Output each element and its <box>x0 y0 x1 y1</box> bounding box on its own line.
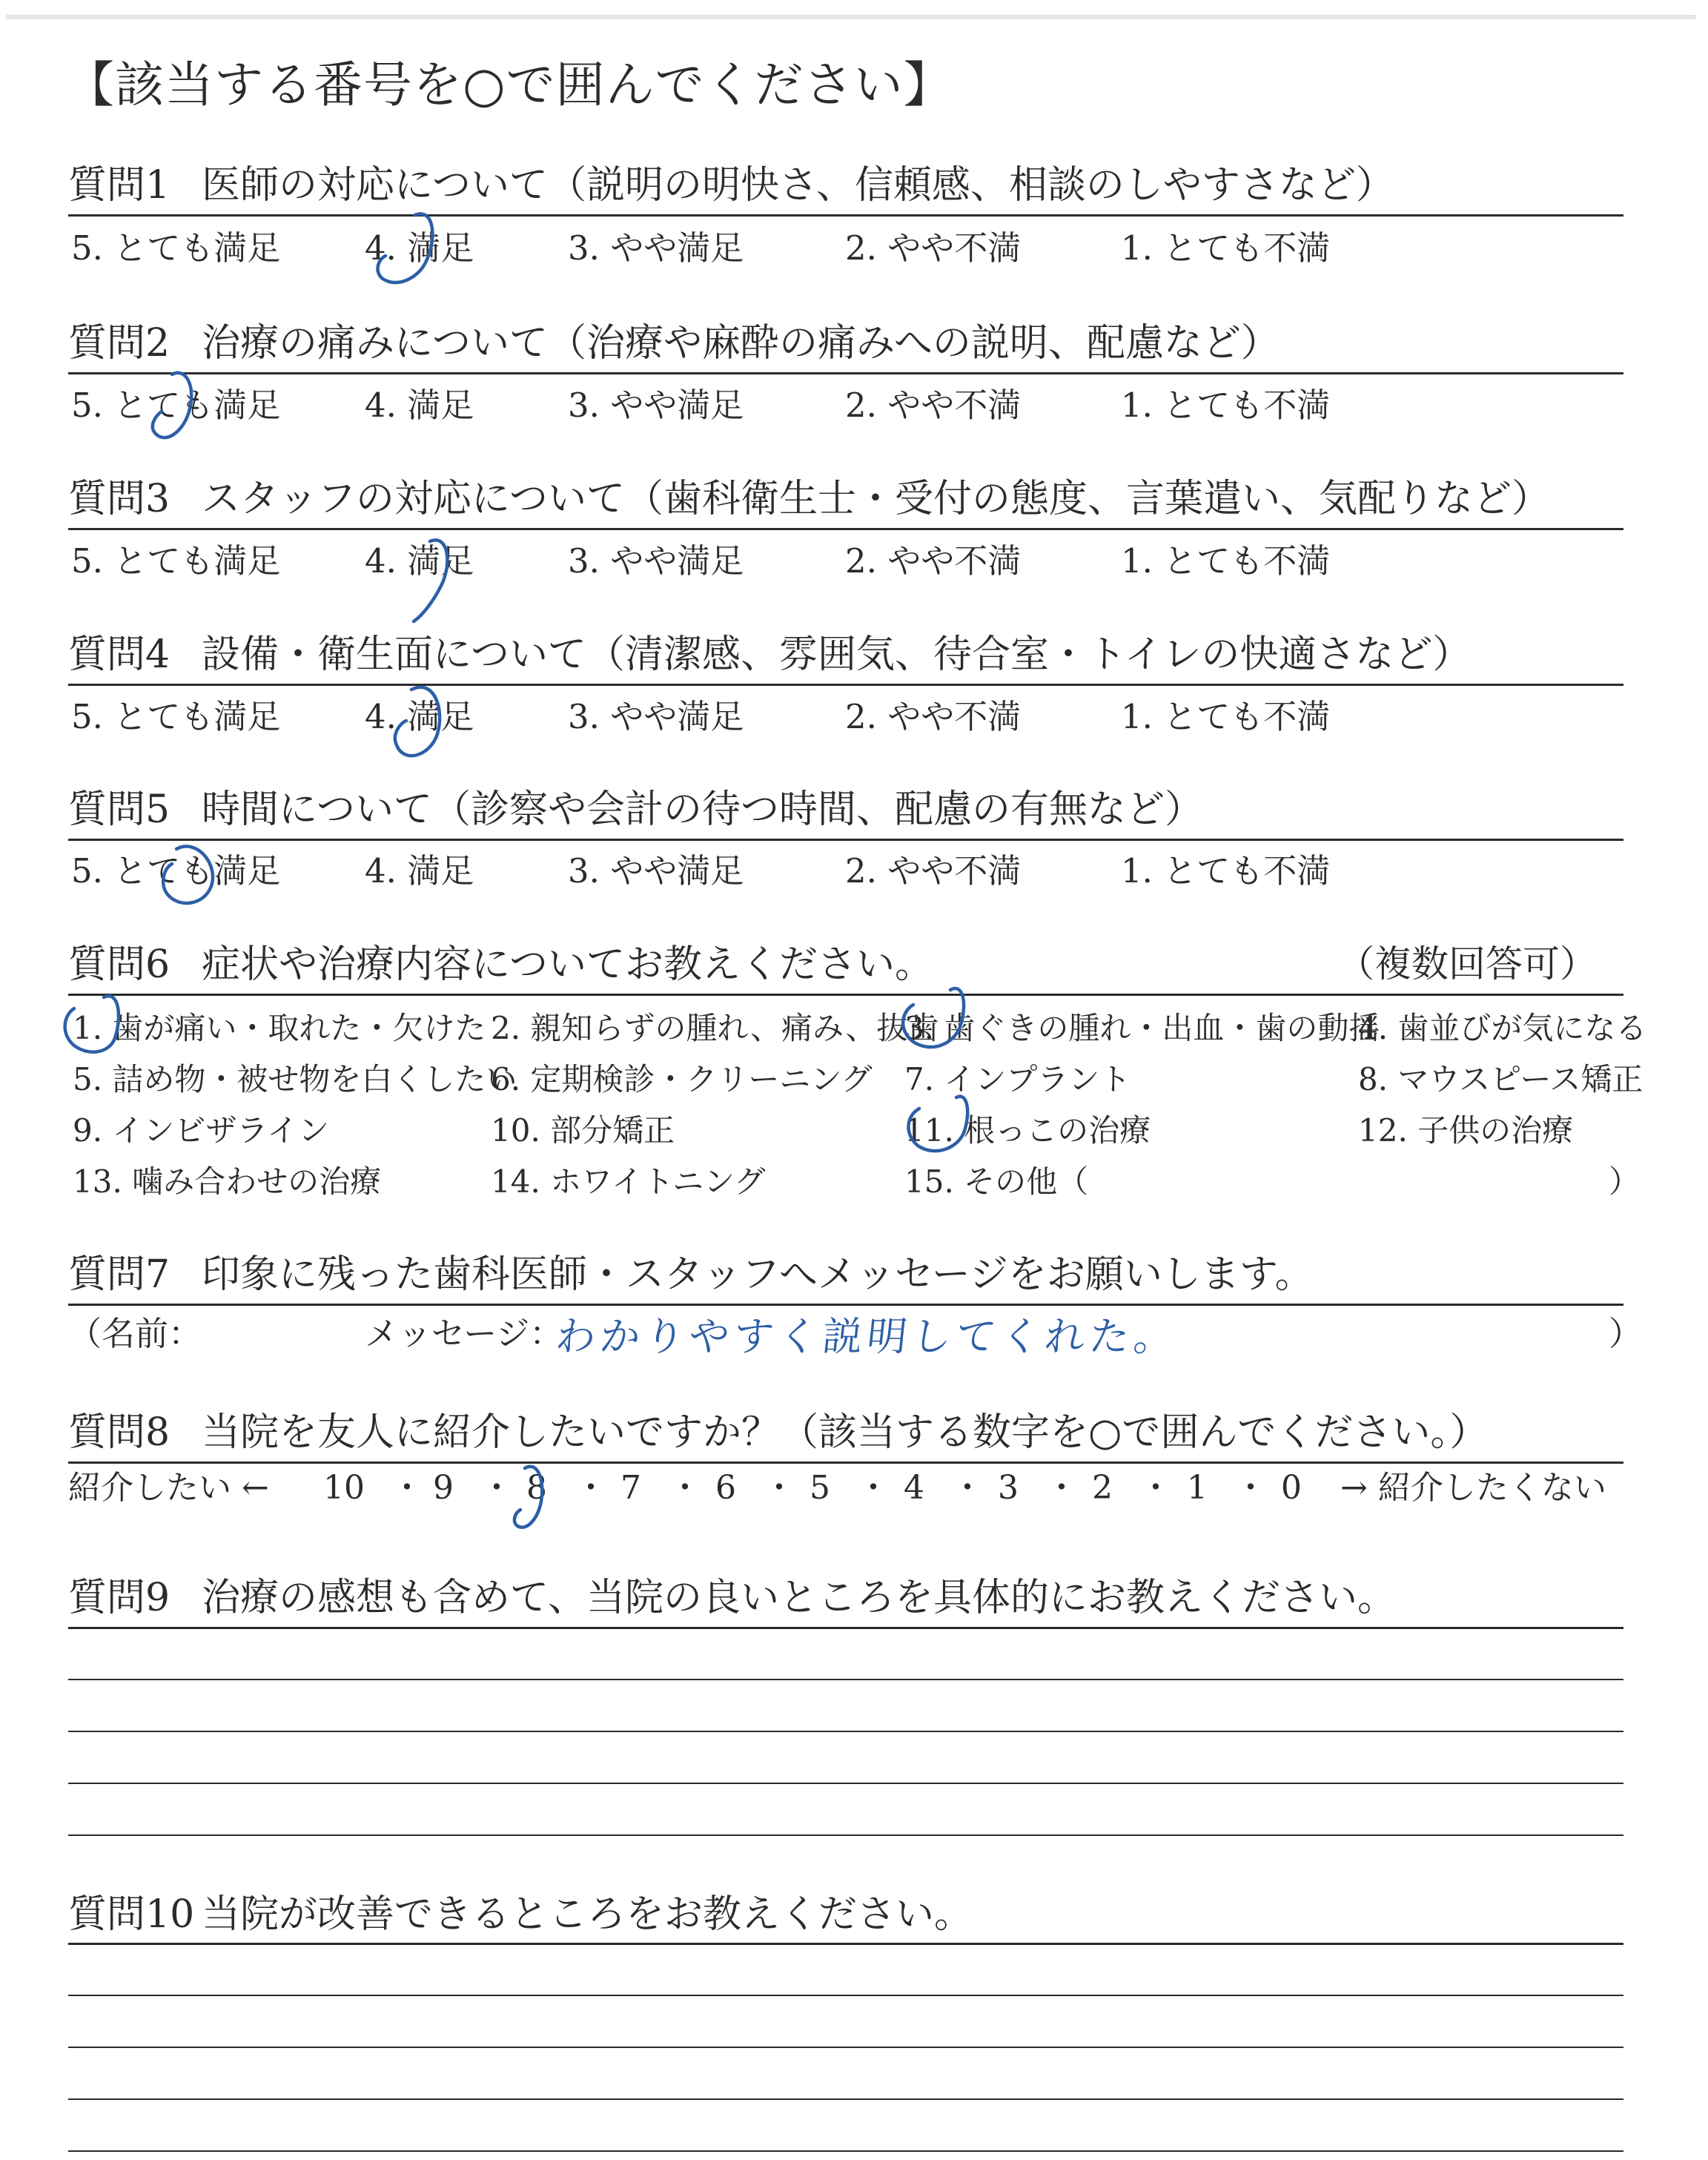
scale-dot: ・ <box>763 1469 795 1507</box>
scale-5[interactable]: 5 <box>810 1469 830 1507</box>
scale-dot: ・ <box>391 1469 423 1507</box>
q6-option-8[interactable]: 8. マウスピース矯正 <box>1358 1061 1644 1097</box>
q5-option-4[interactable]: 4. 満足 <box>365 851 474 891</box>
question-text: 印象に残った歯科医師・スタッフへメッセージをお願いします。 <box>202 1252 1314 1297</box>
q6-option-5[interactable]: 5. 詰め物・被せ物を白くしたい <box>73 1061 517 1097</box>
question-1-heading <box>68 163 1394 208</box>
scan-top-edge <box>6 15 1696 19</box>
scale-10[interactable]: 10 <box>323 1469 365 1507</box>
q2-option-4[interactable]: 4. 満足 <box>365 386 474 425</box>
scale-dot: ・ <box>575 1469 607 1507</box>
scale-7[interactable]: 7 <box>620 1469 641 1507</box>
question-text: 当院を友人に紹介したいですか？（該当する数字を○で囲んでください。） <box>202 1410 1489 1455</box>
question-8-rule <box>68 1462 1623 1464</box>
q2-option-2[interactable]: 2. やや不満 <box>845 386 1022 425</box>
q6-option-9[interactable]: 9. インビザライン <box>73 1112 330 1149</box>
q4-option-5[interactable]: 5. とても満足 <box>71 697 281 736</box>
scale-dot: ・ <box>480 1469 513 1507</box>
question-number: 質問1 <box>68 163 171 208</box>
question-text: 治療の感想も含めて、当院の良いところを具体的にお教えください。 <box>202 1576 1396 1620</box>
question-text: スタッフの対応について（歯科衛生士・受付の態度、言葉遣い、気配りなど） <box>202 477 1550 521</box>
q2-option-3[interactable]: 3. やや満足 <box>568 386 744 425</box>
recommend-left-label: 紹介したい ← <box>68 1469 269 1507</box>
question-2-heading <box>68 321 1280 366</box>
q6-option-4[interactable]: 4. 歯並びが気になる <box>1358 1010 1647 1046</box>
question-number: 質問9 <box>68 1576 171 1620</box>
q4-option-1[interactable]: 1. とても不満 <box>1121 697 1331 736</box>
question-number: 質問6 <box>68 942 171 987</box>
q1-option-2[interactable]: 2. やや不満 <box>845 228 1022 268</box>
q1-option-4[interactable]: 4. 満足 <box>365 228 474 268</box>
q6-option-1[interactable]: 1. 歯が痛い・取れた・欠けた <box>73 1010 486 1046</box>
q3-option-1[interactable]: 1. とても不満 <box>1121 541 1331 581</box>
question-9-heading <box>68 1576 1396 1620</box>
q6-option-12[interactable]: 12. 子供の治療 <box>1358 1112 1574 1149</box>
q4-option-3[interactable]: 3. やや満足 <box>568 697 744 736</box>
q9-writing-line[interactable] <box>68 1731 1623 1732</box>
question-10-rule <box>68 1943 1623 1945</box>
question-text: 当院が改善できるところをお教えください。 <box>202 1892 973 1937</box>
q6-option-6[interactable]: 6. 定期検診・クリーニング <box>491 1061 873 1097</box>
scale-9[interactable]: 9 <box>433 1469 454 1507</box>
q10-writing-line[interactable] <box>68 2150 1623 2152</box>
name-label: （名前： <box>68 1314 202 1353</box>
form-title: 【該当する番号を○で囲んでください】 <box>65 56 953 113</box>
q1-option-1[interactable]: 1. とても不満 <box>1121 228 1331 268</box>
q1-option-5[interactable]: 5. とても満足 <box>71 228 281 268</box>
message-label: メッセージ： <box>365 1314 563 1353</box>
scale-dot: ・ <box>1234 1469 1267 1507</box>
q6-option-2[interactable]: 2. 親知らずの腫れ、痛み、抜歯 <box>491 1010 939 1046</box>
q6-option-13[interactable]: 13. 噛み合わせの治療 <box>73 1163 382 1200</box>
q6-option-15[interactable]: 15. その他（ <box>904 1163 1089 1200</box>
recommend-right-label: → 紹介したくない <box>1340 1469 1606 1507</box>
question-number: 質問4 <box>68 633 171 677</box>
question-text: 症状や治療内容についてお教えください。 <box>202 942 933 987</box>
question-5-heading <box>68 787 1203 832</box>
q9-writing-line[interactable] <box>68 1783 1623 1784</box>
question-6-rule <box>68 994 1623 996</box>
question-number: 質問3 <box>68 477 171 521</box>
question-number: 質問8 <box>68 1410 171 1455</box>
q5-option-5[interactable]: 5. とても満足 <box>71 851 281 891</box>
question-number: 質問2 <box>68 321 171 366</box>
q6-option-11[interactable]: 11. 根っこの治療 <box>904 1112 1151 1149</box>
scale-4[interactable]: 4 <box>904 1469 924 1507</box>
question-3-rule <box>68 528 1623 530</box>
question-6-heading <box>68 942 933 987</box>
q6-option-14[interactable]: 14. ホワイトニング <box>491 1163 766 1200</box>
question-4-heading <box>68 633 1472 677</box>
scale-6[interactable]: 6 <box>715 1469 736 1507</box>
question-text: 治療の痛みについて（治療や麻酔の痛みへの説明、配慮など） <box>202 321 1280 366</box>
q9-writing-line[interactable] <box>68 1834 1623 1836</box>
q10-writing-line[interactable] <box>68 2047 1623 2048</box>
scale-2[interactable]: 2 <box>1092 1469 1113 1507</box>
q3-option-4[interactable]: 4. 満足 <box>365 541 474 581</box>
scale-dot: ・ <box>669 1469 701 1507</box>
question-3-heading <box>68 477 1550 521</box>
question-text: 時間について（診察や会計の待つ時間、配慮の有無など） <box>202 787 1203 832</box>
question-4-rule <box>68 684 1623 686</box>
q5-option-1[interactable]: 1. とても不満 <box>1121 851 1331 891</box>
q10-writing-line[interactable] <box>68 2098 1623 2100</box>
question-number: 質問10 <box>68 1892 195 1937</box>
question-text: 医師の対応について（説明の明快さ、信頼感、相談のしやすさなど） <box>202 163 1394 208</box>
q9-writing-line[interactable] <box>68 1679 1623 1680</box>
question-10-heading <box>68 1892 973 1937</box>
question-8-heading <box>68 1410 1489 1455</box>
q4-option-4[interactable]: 4. 満足 <box>365 697 474 736</box>
q5-option-2[interactable]: 2. やや不満 <box>845 851 1022 891</box>
question-number: 質問7 <box>68 1252 171 1297</box>
q2-option-1[interactable]: 1. とても不満 <box>1121 386 1331 425</box>
question-9-rule <box>68 1627 1623 1629</box>
q4-option-2[interactable]: 2. やや不満 <box>845 697 1022 736</box>
scale-dot: ・ <box>1139 1469 1172 1507</box>
scale-dot: ・ <box>1045 1469 1078 1507</box>
scale-3[interactable]: 3 <box>998 1469 1019 1507</box>
scale-8[interactable]: 8 <box>526 1469 547 1507</box>
multiple-answer-note: （複数回答可） <box>1337 942 1597 985</box>
handwritten-message[interactable]: わかりやすく説明してくれた。 <box>553 1313 1181 1360</box>
q2-option-5[interactable]: 5. とても満足 <box>71 386 281 425</box>
scale-0[interactable]: 0 <box>1281 1469 1302 1507</box>
q3-option-2[interactable]: 2. やや不満 <box>845 541 1022 581</box>
q3-option-3[interactable]: 3. やや満足 <box>568 541 744 581</box>
question-1-rule <box>68 214 1623 217</box>
scale-dot: ・ <box>857 1469 890 1507</box>
q10-writing-line[interactable] <box>68 1995 1623 1996</box>
other-close-paren: ） <box>1609 1163 1641 1200</box>
scale-dot: ・ <box>951 1469 984 1507</box>
question-text: 設備・衛生面について（清潔感、雰囲気、待合室・トイレの快適さなど） <box>202 633 1472 677</box>
q6-option-10[interactable]: 10. 部分矯正 <box>491 1112 675 1149</box>
q5-option-3[interactable]: 3. やや満足 <box>568 851 744 891</box>
question-5-rule <box>68 839 1623 841</box>
q6-option-7[interactable]: 7. インプラント <box>904 1061 1131 1097</box>
message-close-paren: ） <box>1609 1314 1643 1353</box>
question-7-heading <box>68 1252 1314 1297</box>
question-number: 質問5 <box>68 787 171 832</box>
q6-option-3[interactable]: 3. 歯ぐきの腫れ・出血・歯の動揺 <box>904 1010 1380 1046</box>
q1-option-3[interactable]: 3. やや満足 <box>568 228 744 268</box>
question-2-rule <box>68 372 1623 374</box>
q3-option-5[interactable]: 5. とても満足 <box>71 541 281 581</box>
scale-1[interactable]: 1 <box>1187 1469 1208 1507</box>
